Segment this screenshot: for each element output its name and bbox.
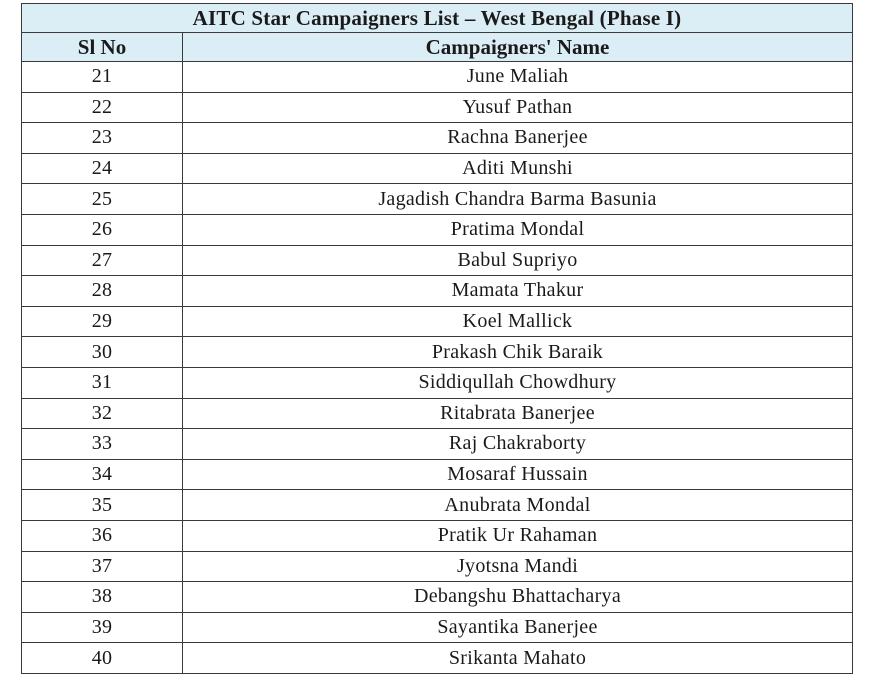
table-row bbox=[22, 337, 853, 368]
table-row bbox=[22, 123, 853, 154]
campaigner-name-cell: Yusuf Pathan bbox=[183, 92, 853, 123]
table-row bbox=[22, 276, 853, 307]
table-body bbox=[22, 62, 853, 674]
table-row bbox=[22, 520, 853, 551]
campaigner-name-cell: Pratik Ur Rahaman bbox=[183, 520, 853, 551]
sl-no-cell: 23 bbox=[22, 123, 183, 154]
sl-no-cell: 33 bbox=[22, 429, 183, 460]
campaigner-name-cell: Pratima Mondal bbox=[183, 214, 853, 245]
campaigner-name-cell: Ritabrata Banerjee bbox=[183, 398, 853, 429]
table-row bbox=[22, 184, 853, 215]
column-header-sl-no: Sl No bbox=[22, 33, 183, 62]
table-row bbox=[22, 582, 853, 613]
campaigner-name-cell: Rachna Banerjee bbox=[183, 123, 853, 154]
sl-no-cell: 28 bbox=[22, 276, 183, 307]
campaigner-name-cell: Jagadish Chandra Barma Basunia bbox=[183, 184, 853, 215]
table-row bbox=[22, 459, 853, 490]
campaigners-document bbox=[21, 3, 852, 674]
table-row bbox=[22, 490, 853, 521]
sl-no-cell: 38 bbox=[22, 582, 183, 613]
sl-no-cell: 35 bbox=[22, 490, 183, 521]
campaigner-name-cell: Raj Chakraborty bbox=[183, 429, 853, 460]
campaigner-name-cell: June Maliah bbox=[183, 62, 853, 93]
campaigner-name-cell: Jyotsna Mandi bbox=[183, 551, 853, 582]
campaigner-name-cell: Srikanta Mahato bbox=[183, 643, 853, 674]
table-row bbox=[22, 398, 853, 429]
sl-no-cell: 25 bbox=[22, 184, 183, 215]
campaigner-name-cell: Anubrata Mondal bbox=[183, 490, 853, 521]
title-row bbox=[22, 4, 853, 33]
table-row bbox=[22, 214, 853, 245]
sl-no-cell: 34 bbox=[22, 459, 183, 490]
campaigner-name-cell: Mamata Thakur bbox=[183, 276, 853, 307]
sl-no-cell: 22 bbox=[22, 92, 183, 123]
campaigner-name-cell: Aditi Munshi bbox=[183, 153, 853, 184]
table-row bbox=[22, 306, 853, 337]
table-title: AITC Star Campaigners List – West Bengal (Phase I) bbox=[22, 4, 853, 33]
table-row bbox=[22, 643, 853, 674]
campaigner-name-cell: Koel Mallick bbox=[183, 306, 853, 337]
table-row bbox=[22, 612, 853, 643]
sl-no-cell: 29 bbox=[22, 306, 183, 337]
campaigner-name-cell: Siddiqullah Chowdhury bbox=[183, 367, 853, 398]
table-row bbox=[22, 62, 853, 93]
campaigner-name-cell: Babul Supriyo bbox=[183, 245, 853, 276]
sl-no-cell: 21 bbox=[22, 62, 183, 93]
table-row bbox=[22, 429, 853, 460]
sl-no-cell: 32 bbox=[22, 398, 183, 429]
campaigner-name-cell: Mosaraf Hussain bbox=[183, 459, 853, 490]
campaigner-name-cell: Debangshu Bhattacharya bbox=[183, 582, 853, 613]
sl-no-cell: 24 bbox=[22, 153, 183, 184]
sl-no-cell: 26 bbox=[22, 214, 183, 245]
sl-no-cell: 39 bbox=[22, 612, 183, 643]
campaigners-table bbox=[21, 3, 853, 674]
campaigner-name-cell: Prakash Chik Baraik bbox=[183, 337, 853, 368]
sl-no-cell: 27 bbox=[22, 245, 183, 276]
column-header-name: Campaigners' Name bbox=[183, 33, 853, 62]
sl-no-cell: 40 bbox=[22, 643, 183, 674]
table-row bbox=[22, 92, 853, 123]
sl-no-cell: 30 bbox=[22, 337, 183, 368]
table-row bbox=[22, 245, 853, 276]
sl-no-cell: 36 bbox=[22, 520, 183, 551]
table-row bbox=[22, 153, 853, 184]
table-row bbox=[22, 551, 853, 582]
sl-no-cell: 31 bbox=[22, 367, 183, 398]
sl-no-cell: 37 bbox=[22, 551, 183, 582]
table-row bbox=[22, 367, 853, 398]
header-row bbox=[22, 33, 853, 62]
campaigner-name-cell: Sayantika Banerjee bbox=[183, 612, 853, 643]
